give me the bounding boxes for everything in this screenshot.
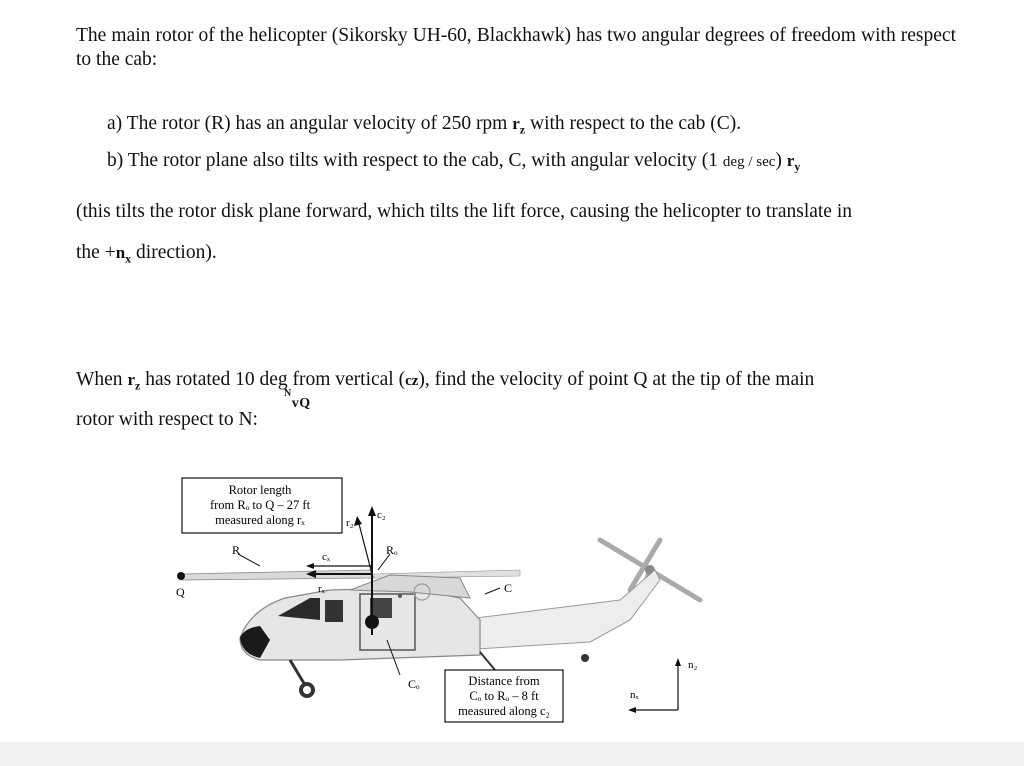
label-ro: Rₒ — [386, 543, 398, 557]
label-c: C — [504, 581, 513, 595]
item-b-text: b) The rotor plane also tilts with respect to the cab, C, with angular velocity (1 — [107, 150, 723, 171]
note-line-2: the $+n_x$ direction). — [76, 242, 217, 266]
box2-line2: Cₒ to Rₒ – 8 ft — [469, 689, 539, 703]
box1-line3: measured along rₓ — [215, 513, 305, 527]
vector-rz: $r_z$ — [512, 114, 526, 137]
label-co: Cₒ — [408, 677, 420, 691]
note-line-1: (this tilts the rotor disk plane forward, which tilts the lift force, causing the helicopter to translate in — [76, 201, 853, 222]
item-b-units: deg / sec — [722, 154, 776, 170]
front-wheel — [301, 684, 313, 696]
question-line-2: rotor with respect to N: — [76, 409, 258, 430]
point-q — [177, 572, 185, 580]
box1-line2: from Rₒ to Q – 27 ft — [209, 498, 311, 512]
vector-rz-question: $r_z$ — [127, 370, 141, 393]
item-b — [107, 149, 800, 174]
label-nz: n₂ — [688, 659, 698, 671]
tail-boom — [460, 570, 660, 650]
intro-paragraph: The main rotor of the helicopter (Sikorsky UH-60, Blackhawk) has two angular degrees of freedom with respect to the cab: — [76, 25, 956, 70]
item-b-close: ) — [775, 150, 787, 171]
label-nx: nₓ — [630, 689, 639, 701]
velocity-symbol-nvq: $^N$vQ — [284, 388, 311, 411]
box1-line1: Rotor length — [228, 483, 292, 497]
item-a-suffix: with respect to the cab (C). — [525, 113, 742, 134]
question-line-1: When $r_z$ has rotated 10 deg from vertical (cz), find the velocity of point Q at the tip of the main — [76, 369, 815, 393]
cabin-window — [325, 600, 343, 622]
label-rz: r₂ — [346, 517, 354, 529]
item-a — [107, 112, 741, 136]
label-cz: c₂ — [377, 509, 386, 521]
box2-line3: measured along c₂ — [458, 704, 550, 718]
label-cx: cₓ — [322, 551, 331, 563]
label-r: R — [232, 543, 241, 557]
cz-label: cz — [405, 373, 419, 389]
box2-line1: Distance from — [468, 674, 540, 688]
label-q: Q — [176, 585, 185, 599]
vector-ry: $r_y$ — [786, 151, 801, 174]
item-a-text: a) The rotor (R) has an angular velocity of 250 rpm — [107, 113, 513, 134]
page-bottom-strip — [0, 742, 1024, 766]
vector-nx: $n_x$ — [115, 243, 132, 266]
helicopter-diagram — [160, 470, 720, 730]
label-rx: rₓ — [318, 583, 325, 595]
